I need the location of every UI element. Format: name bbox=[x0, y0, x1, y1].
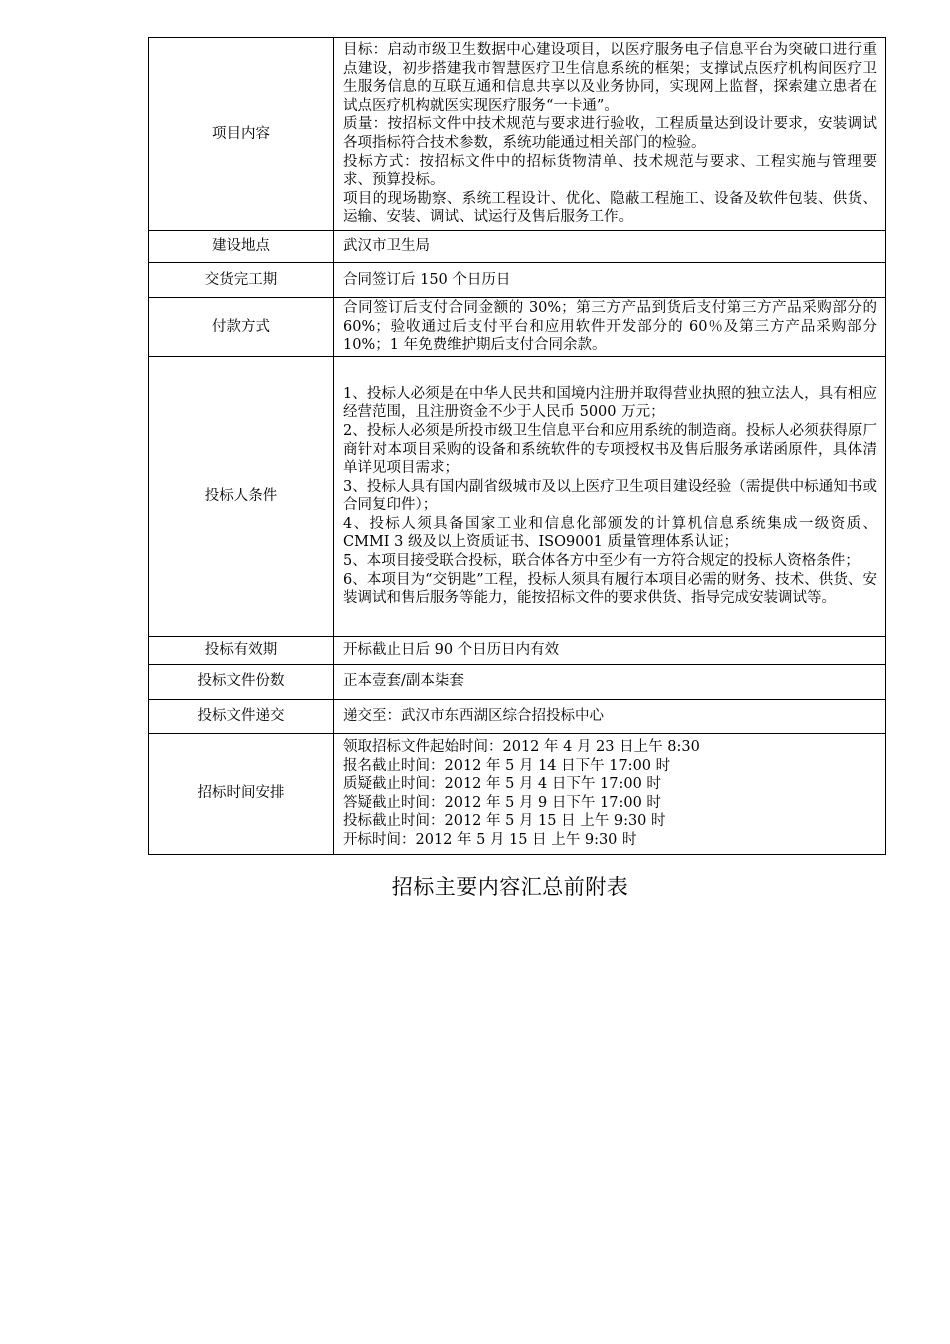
table-row bbox=[149, 636, 886, 664]
content-line: 领取招标文件起始时间：2012 年 4 月 23 日上午 8:30 bbox=[343, 739, 700, 755]
content-line: 质量：按招标文件中技术规范与要求进行验收，工程质量达到设计要求，安装调试各项指标符合技术参数，系统功能通过相关部门的检验。 bbox=[343, 116, 877, 151]
row-content bbox=[334, 263, 886, 298]
row-content bbox=[334, 699, 886, 733]
content-line: 递交至：武汉市东西湖区综合招投标中心 bbox=[343, 707, 604, 724]
row-content bbox=[334, 636, 886, 664]
row-label: 交货完工期 bbox=[149, 263, 334, 298]
row-content bbox=[334, 38, 886, 231]
row-content bbox=[334, 733, 886, 854]
row-label: 建设地点 bbox=[149, 231, 334, 263]
row-content bbox=[334, 231, 886, 263]
content-line: 项目的现场勘察、系统工程设计、优化、隐蔽工程施工、设备及软件包装、供货、运输、安装、调试、试运行及售后服务工作。 bbox=[343, 190, 877, 226]
content-line: 投标截止时间：2012 年 5 月 15 日 上午 9:30 时 bbox=[343, 813, 666, 830]
row-content bbox=[334, 356, 886, 636]
row-label: 项目内容 bbox=[149, 38, 334, 231]
content-line: 1、投标人必须是在中华人民共和国境内注册并取得营业执照的独立法人，具有相应经营范围，且注册资金不少于人民币 5000 万元； bbox=[343, 385, 877, 421]
row-label: 投标有效期 bbox=[149, 636, 334, 664]
table-row bbox=[149, 263, 886, 298]
table-row bbox=[149, 298, 886, 357]
table-row bbox=[149, 38, 886, 231]
row-content bbox=[334, 664, 886, 699]
content-line: 投标方式：按招标文件中的招标货物清单、技术规范与要求、工程实施与管理要求、预算投标。 bbox=[343, 153, 877, 189]
table-row bbox=[149, 231, 886, 263]
content-line: 6、本项目为“交钥匙”工程，投标人须具有履行本项目必需的财务、技术、供货、安装调试和售后服务等能力，能按招标文件的要求供货、指导完成安装调试等。 bbox=[343, 571, 877, 607]
content-line: 答疑截止时间：2012 年 5 月 9 日下午 17:00 时 bbox=[343, 794, 661, 811]
row-label: 招标时间安排 bbox=[149, 733, 334, 854]
tender-summary-table bbox=[148, 37, 886, 855]
content-line: 5、本项目接受联合投标，联合体各方中至少有一方符合规定的投标人资格条件； bbox=[343, 553, 860, 570]
content-line: 武汉市卫生局 bbox=[343, 238, 430, 255]
table-row bbox=[149, 664, 886, 699]
row-label: 投标文件份数 bbox=[149, 664, 334, 699]
table-row bbox=[149, 733, 886, 854]
content-line: 目标：启动市级卫生数据中心建设项目，以医疗服务电子信息平台为突破口进行重点建设，初步搭建我市智慧医疗卫生信息系统的框架；支撑试点医疗机构间医疗卫生服务信息的互联互通和信息共享以及业务协同，实现网上监督，探索建立患者在试点医疗机构就医实现医疗服务“一卡通”。 bbox=[343, 42, 877, 114]
table-row bbox=[149, 356, 886, 636]
row-content bbox=[334, 298, 886, 357]
table-row bbox=[149, 699, 886, 733]
row-label: 投标人条件 bbox=[149, 356, 334, 636]
content-line: 3、投标人具有国内副省级城市及以上医疗卫生项目建设经验（需提供中标通知书或合同复印件）； bbox=[343, 478, 877, 514]
row-label: 付款方式 bbox=[149, 298, 334, 357]
content-line: 正本壹套/副本柒套 bbox=[343, 673, 464, 690]
content-line: 4、投标人须具备国家工业和信息化部颁发的计算机信息系统集成一级资质、CMMI 3 级及以上资质证书、ISO9001 质量管理体系认证； bbox=[343, 515, 877, 551]
table-caption: 招标主要内容汇总前附表 bbox=[391, 875, 629, 899]
content-line: 2、投标人必须是所投市级卫生信息平台和应用系统的制造商。投标人必须获得原厂商针对本项目采购的设备和系统软件的专项授权书及售后服务承诺函原件，具体清单详见项目需求； bbox=[343, 422, 877, 477]
content-line: 开标截止日后 90 个日历日内有效 bbox=[343, 641, 560, 658]
content-line: 质疑截止时间：2012 年 5 月 4 日下午 17:00 时 bbox=[343, 776, 661, 793]
content-line: 合同签订后 150 个日历日 bbox=[343, 271, 511, 288]
content-line: 开标时间：2012 年 5 月 15 日 上午 9:30 时 bbox=[343, 831, 637, 848]
content-line: 报名截止时间：2012 年 5 月 14 日下午 17:00 时 bbox=[343, 757, 671, 774]
row-label: 投标文件递交 bbox=[149, 699, 334, 733]
content-line: 合同签订后支付合同金额的 30%；第三方产品到货后支付第三方产品采购部分的 60%；验收通过后支付平台和应用软件开发部分的 60％及第三方产品采购部分 10%；1 年免费维护期后支付合同余款。 bbox=[343, 300, 877, 354]
